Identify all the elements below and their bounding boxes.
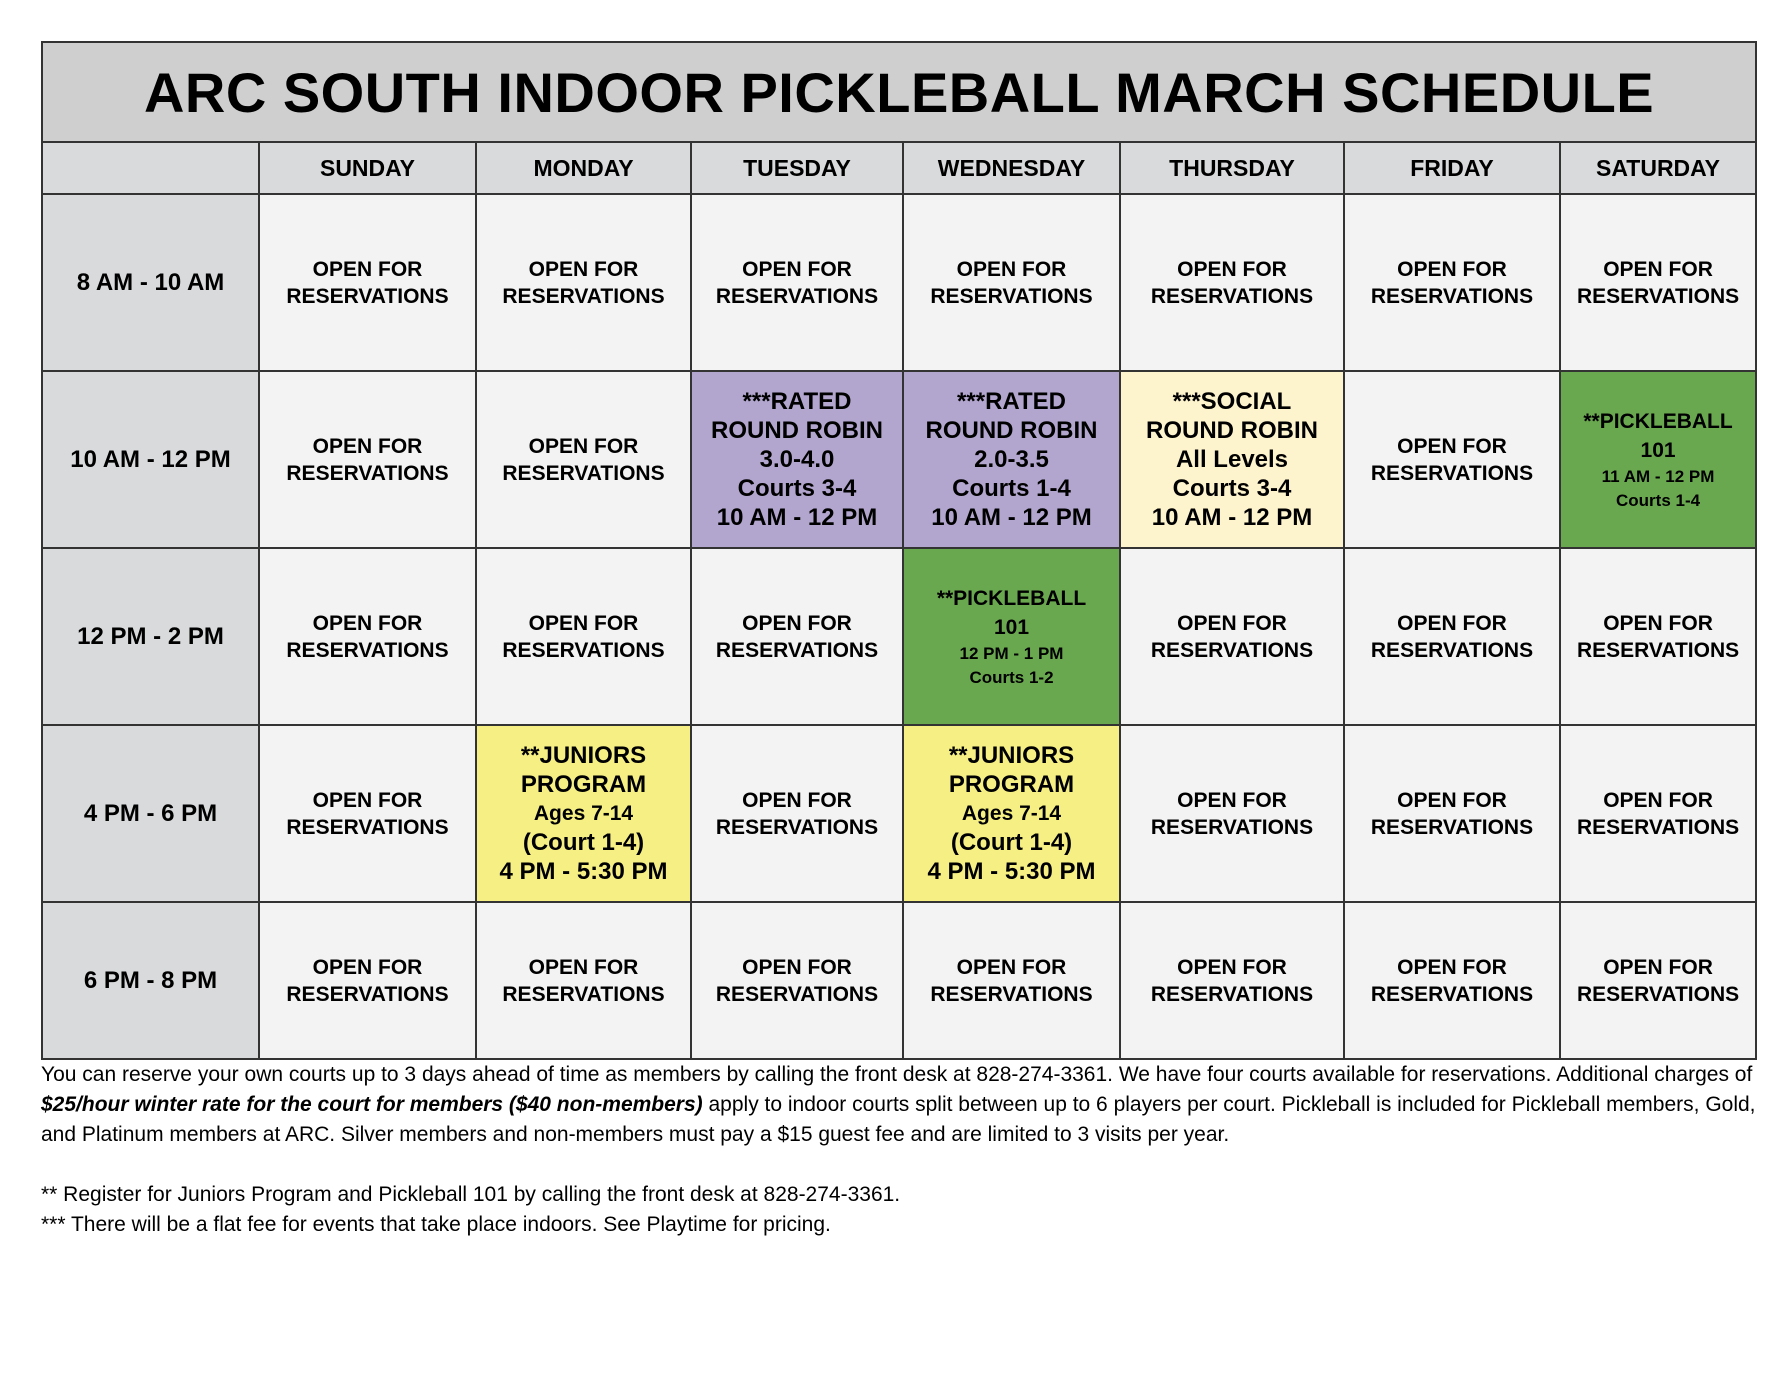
open-line1: OPEN FOR xyxy=(1397,611,1507,635)
event-pickleball-101-saturday xyxy=(1560,371,1756,548)
event-line: 11 AM - 12 PM xyxy=(1601,466,1715,486)
open-line1: OPEN FOR xyxy=(312,257,423,281)
open-line2: RESERVATIONS xyxy=(930,284,1093,308)
event-line: (Court 1-4) xyxy=(522,829,645,856)
open-cell xyxy=(1120,902,1344,1059)
event-line: 101 xyxy=(1640,438,1676,462)
event-line: **PICKLEBALL xyxy=(1583,409,1733,433)
header-friday: FRIDAY xyxy=(1344,142,1560,194)
reservation-note-text-b: apply to indoor courts split between up to 6 players per court. Pickleball is included for Pickleball members, Gold, and Platinum members at ARC. Silver members and non-members must pay a $15 guest fee and are limited to 3 visits per year. xyxy=(41,1093,1756,1146)
event-line: 4 PM - 5:30 PM xyxy=(499,858,668,885)
open-line2: RESERVATIONS xyxy=(502,638,665,662)
event-line: Courts 3-4 xyxy=(737,475,857,502)
open-line2: RESERVATIONS xyxy=(1576,815,1740,839)
time-slot-label: 4 PM - 6 PM xyxy=(42,725,259,902)
open-line2: RESERVATIONS xyxy=(1370,982,1534,1006)
event-pickleball-101-wednesday xyxy=(903,548,1120,725)
open-line1: OPEN FOR xyxy=(956,955,1067,979)
open-line2: RESERVATIONS xyxy=(715,815,879,839)
header-corner xyxy=(42,142,259,194)
event-line: 2.0-3.5 xyxy=(974,446,1049,473)
open-cell xyxy=(691,194,903,371)
open-cell xyxy=(1560,194,1756,371)
slot-row xyxy=(42,725,1756,902)
open-line2: RESERVATIONS xyxy=(1150,284,1314,308)
event-line: Ages 7-14 xyxy=(533,802,634,825)
open-line2: RESERVATIONS xyxy=(502,284,665,308)
open-cell xyxy=(691,548,903,725)
open-line1: OPEN FOR xyxy=(1177,788,1287,812)
time-slot-label: 10 AM - 12 PM xyxy=(42,371,259,548)
open-cell xyxy=(476,902,691,1059)
open-line1: OPEN FOR xyxy=(1397,788,1507,812)
open-line2: RESERVATIONS xyxy=(1150,815,1314,839)
open-line1: OPEN FOR xyxy=(312,955,423,979)
open-line1: OPEN FOR xyxy=(1177,611,1287,635)
reservation-note-text-a: You can reserve your own courts up to 3 days ahead of time as members by calling the front desk at 828-274-3361. We have four courts available for reservations. Additional charges of xyxy=(41,1063,1753,1086)
open-line2: RESERVATIONS xyxy=(286,815,449,839)
open-line2: RESERVATIONS xyxy=(715,284,879,308)
open-line2: RESERVATIONS xyxy=(1370,638,1534,662)
event-line: ***SOCIAL xyxy=(1172,388,1292,415)
header-tuesday: TUESDAY xyxy=(691,142,903,194)
event-line: ROUND ROBIN xyxy=(711,417,883,444)
event-line: (Court 1-4) xyxy=(950,829,1073,856)
open-cell xyxy=(259,725,476,902)
event-juniors-program-wednesday xyxy=(903,725,1120,902)
event-line: **PICKLEBALL xyxy=(936,586,1087,610)
open-line1: OPEN FOR xyxy=(1603,257,1713,281)
slot-row xyxy=(42,371,1756,548)
open-line2: RESERVATIONS xyxy=(502,461,665,485)
open-line1: OPEN FOR xyxy=(1177,257,1287,281)
open-line1: OPEN FOR xyxy=(1177,955,1287,979)
schedule-title: ARC SOUTH INDOOR PICKLEBALL MARCH SCHEDULE xyxy=(42,42,1756,142)
open-line1: OPEN FOR xyxy=(528,434,639,458)
open-line2: RESERVATIONS xyxy=(1576,284,1740,308)
schedule-table xyxy=(41,41,1757,1060)
event-line: 10 AM - 12 PM xyxy=(716,504,878,531)
open-cell xyxy=(1344,194,1560,371)
open-cell xyxy=(476,194,691,371)
day-header-row xyxy=(42,142,1756,194)
flat-fee-note: *** There will be a flat fee for events that take place indoors. See Playtime for pricing. xyxy=(41,1213,831,1236)
open-line1: OPEN FOR xyxy=(956,257,1067,281)
open-cell xyxy=(1560,902,1756,1059)
open-line2: RESERVATIONS xyxy=(502,982,665,1006)
open-cell xyxy=(691,902,903,1059)
event-line: **JUNIORS xyxy=(948,742,1075,769)
event-line: PROGRAM xyxy=(520,771,647,798)
open-line1: OPEN FOR xyxy=(1397,257,1507,281)
open-line1: OPEN FOR xyxy=(1397,434,1507,458)
open-line2: RESERVATIONS xyxy=(1370,284,1534,308)
open-cell xyxy=(1560,725,1756,902)
header-monday: MONDAY xyxy=(476,142,691,194)
open-line2: RESERVATIONS xyxy=(286,982,449,1006)
event-line: 101 xyxy=(993,615,1030,639)
open-cell xyxy=(259,194,476,371)
event-rated-round-robin-tuesday xyxy=(691,371,903,548)
open-line1: OPEN FOR xyxy=(312,788,423,812)
open-line1: OPEN FOR xyxy=(528,257,639,281)
event-line: **JUNIORS xyxy=(520,742,647,769)
slot-row xyxy=(42,194,1756,371)
reservation-note xyxy=(41,1060,1761,1150)
event-line: Courts 1-4 xyxy=(1616,490,1701,510)
open-line1: OPEN FOR xyxy=(312,434,423,458)
event-line: ROUND ROBIN xyxy=(925,417,1098,444)
open-line1: OPEN FOR xyxy=(1603,788,1713,812)
open-line1: OPEN FOR xyxy=(312,611,423,635)
open-line2: RESERVATIONS xyxy=(1370,461,1534,485)
open-line2: RESERVATIONS xyxy=(715,638,879,662)
event-juniors-program-monday xyxy=(476,725,691,902)
open-line2: RESERVATIONS xyxy=(286,461,449,485)
slot-row xyxy=(42,548,1756,725)
open-cell xyxy=(1344,371,1560,548)
open-line2: RESERVATIONS xyxy=(286,284,449,308)
open-line2: RESERVATIONS xyxy=(286,638,449,662)
header-sunday: SUNDAY xyxy=(259,142,476,194)
open-line1: OPEN FOR xyxy=(742,788,852,812)
event-line: ***RATED xyxy=(957,388,1066,415)
event-social-round-robin-thursday xyxy=(1120,371,1344,548)
open-line2: RESERVATIONS xyxy=(1370,815,1534,839)
register-note: ** Register for Juniors Program and Pickleball 101 by calling the front desk at 828-274-3361. xyxy=(41,1183,901,1206)
open-cell xyxy=(1560,548,1756,725)
open-cell xyxy=(476,371,691,548)
event-line: 3.0-4.0 xyxy=(759,446,835,473)
event-line: Courts 1-4 xyxy=(952,475,1071,502)
open-line1: OPEN FOR xyxy=(742,955,852,979)
event-line: ***RATED xyxy=(742,388,852,415)
event-line: ROUND ROBIN xyxy=(1146,417,1318,444)
event-line: 10 AM - 12 PM xyxy=(931,504,1092,531)
open-line2: RESERVATIONS xyxy=(1150,638,1314,662)
open-line2: RESERVATIONS xyxy=(715,982,879,1006)
open-line1: OPEN FOR xyxy=(528,955,639,979)
open-cell xyxy=(259,548,476,725)
open-line1: OPEN FOR xyxy=(528,611,639,635)
event-line: All Levels xyxy=(1175,446,1289,473)
open-cell xyxy=(903,902,1120,1059)
open-cell xyxy=(1120,725,1344,902)
open-cell xyxy=(1344,548,1560,725)
open-line2: RESERVATIONS xyxy=(1150,982,1314,1006)
court-rate-text: $25/hour winter rate for the court for members ($40 non-members) xyxy=(41,1093,703,1116)
schedule-notes xyxy=(41,1060,1761,1240)
time-slot-label: 12 PM - 2 PM xyxy=(42,548,259,725)
open-line1: OPEN FOR xyxy=(1603,611,1713,635)
open-line2: RESERVATIONS xyxy=(930,982,1093,1006)
event-line: 4 PM - 5:30 PM xyxy=(927,858,1096,885)
open-line1: OPEN FOR xyxy=(742,257,852,281)
open-line2: RESERVATIONS xyxy=(1576,982,1740,1006)
header-thursday: THURSDAY xyxy=(1120,142,1344,194)
open-line1: OPEN FOR xyxy=(742,611,852,635)
event-line: PROGRAM xyxy=(948,771,1075,798)
time-slot-label: 6 PM - 8 PM xyxy=(42,902,259,1059)
event-line: Courts 3-4 xyxy=(1172,475,1292,502)
open-line1: OPEN FOR xyxy=(1397,955,1507,979)
event-line: Ages 7-14 xyxy=(961,802,1062,825)
open-cell xyxy=(691,725,903,902)
header-wednesday: WEDNESDAY xyxy=(903,142,1120,194)
open-cell xyxy=(1344,902,1560,1059)
open-cell xyxy=(1120,194,1344,371)
header-saturday: SATURDAY xyxy=(1560,142,1756,194)
open-line1: OPEN FOR xyxy=(1603,955,1713,979)
event-line: 12 PM - 1 PM xyxy=(959,643,1064,663)
time-slot-label: 8 AM - 10 AM xyxy=(42,194,259,371)
open-line2: RESERVATIONS xyxy=(1576,638,1740,662)
event-line: 10 AM - 12 PM xyxy=(1151,504,1313,531)
open-cell xyxy=(259,902,476,1059)
open-cell xyxy=(903,194,1120,371)
open-cell xyxy=(476,548,691,725)
open-cell xyxy=(1344,725,1560,902)
event-rated-round-robin-wednesday xyxy=(903,371,1120,548)
open-cell xyxy=(1120,548,1344,725)
event-line: Courts 1-2 xyxy=(969,667,1054,687)
slot-row xyxy=(42,902,1756,1059)
open-cell xyxy=(259,371,476,548)
